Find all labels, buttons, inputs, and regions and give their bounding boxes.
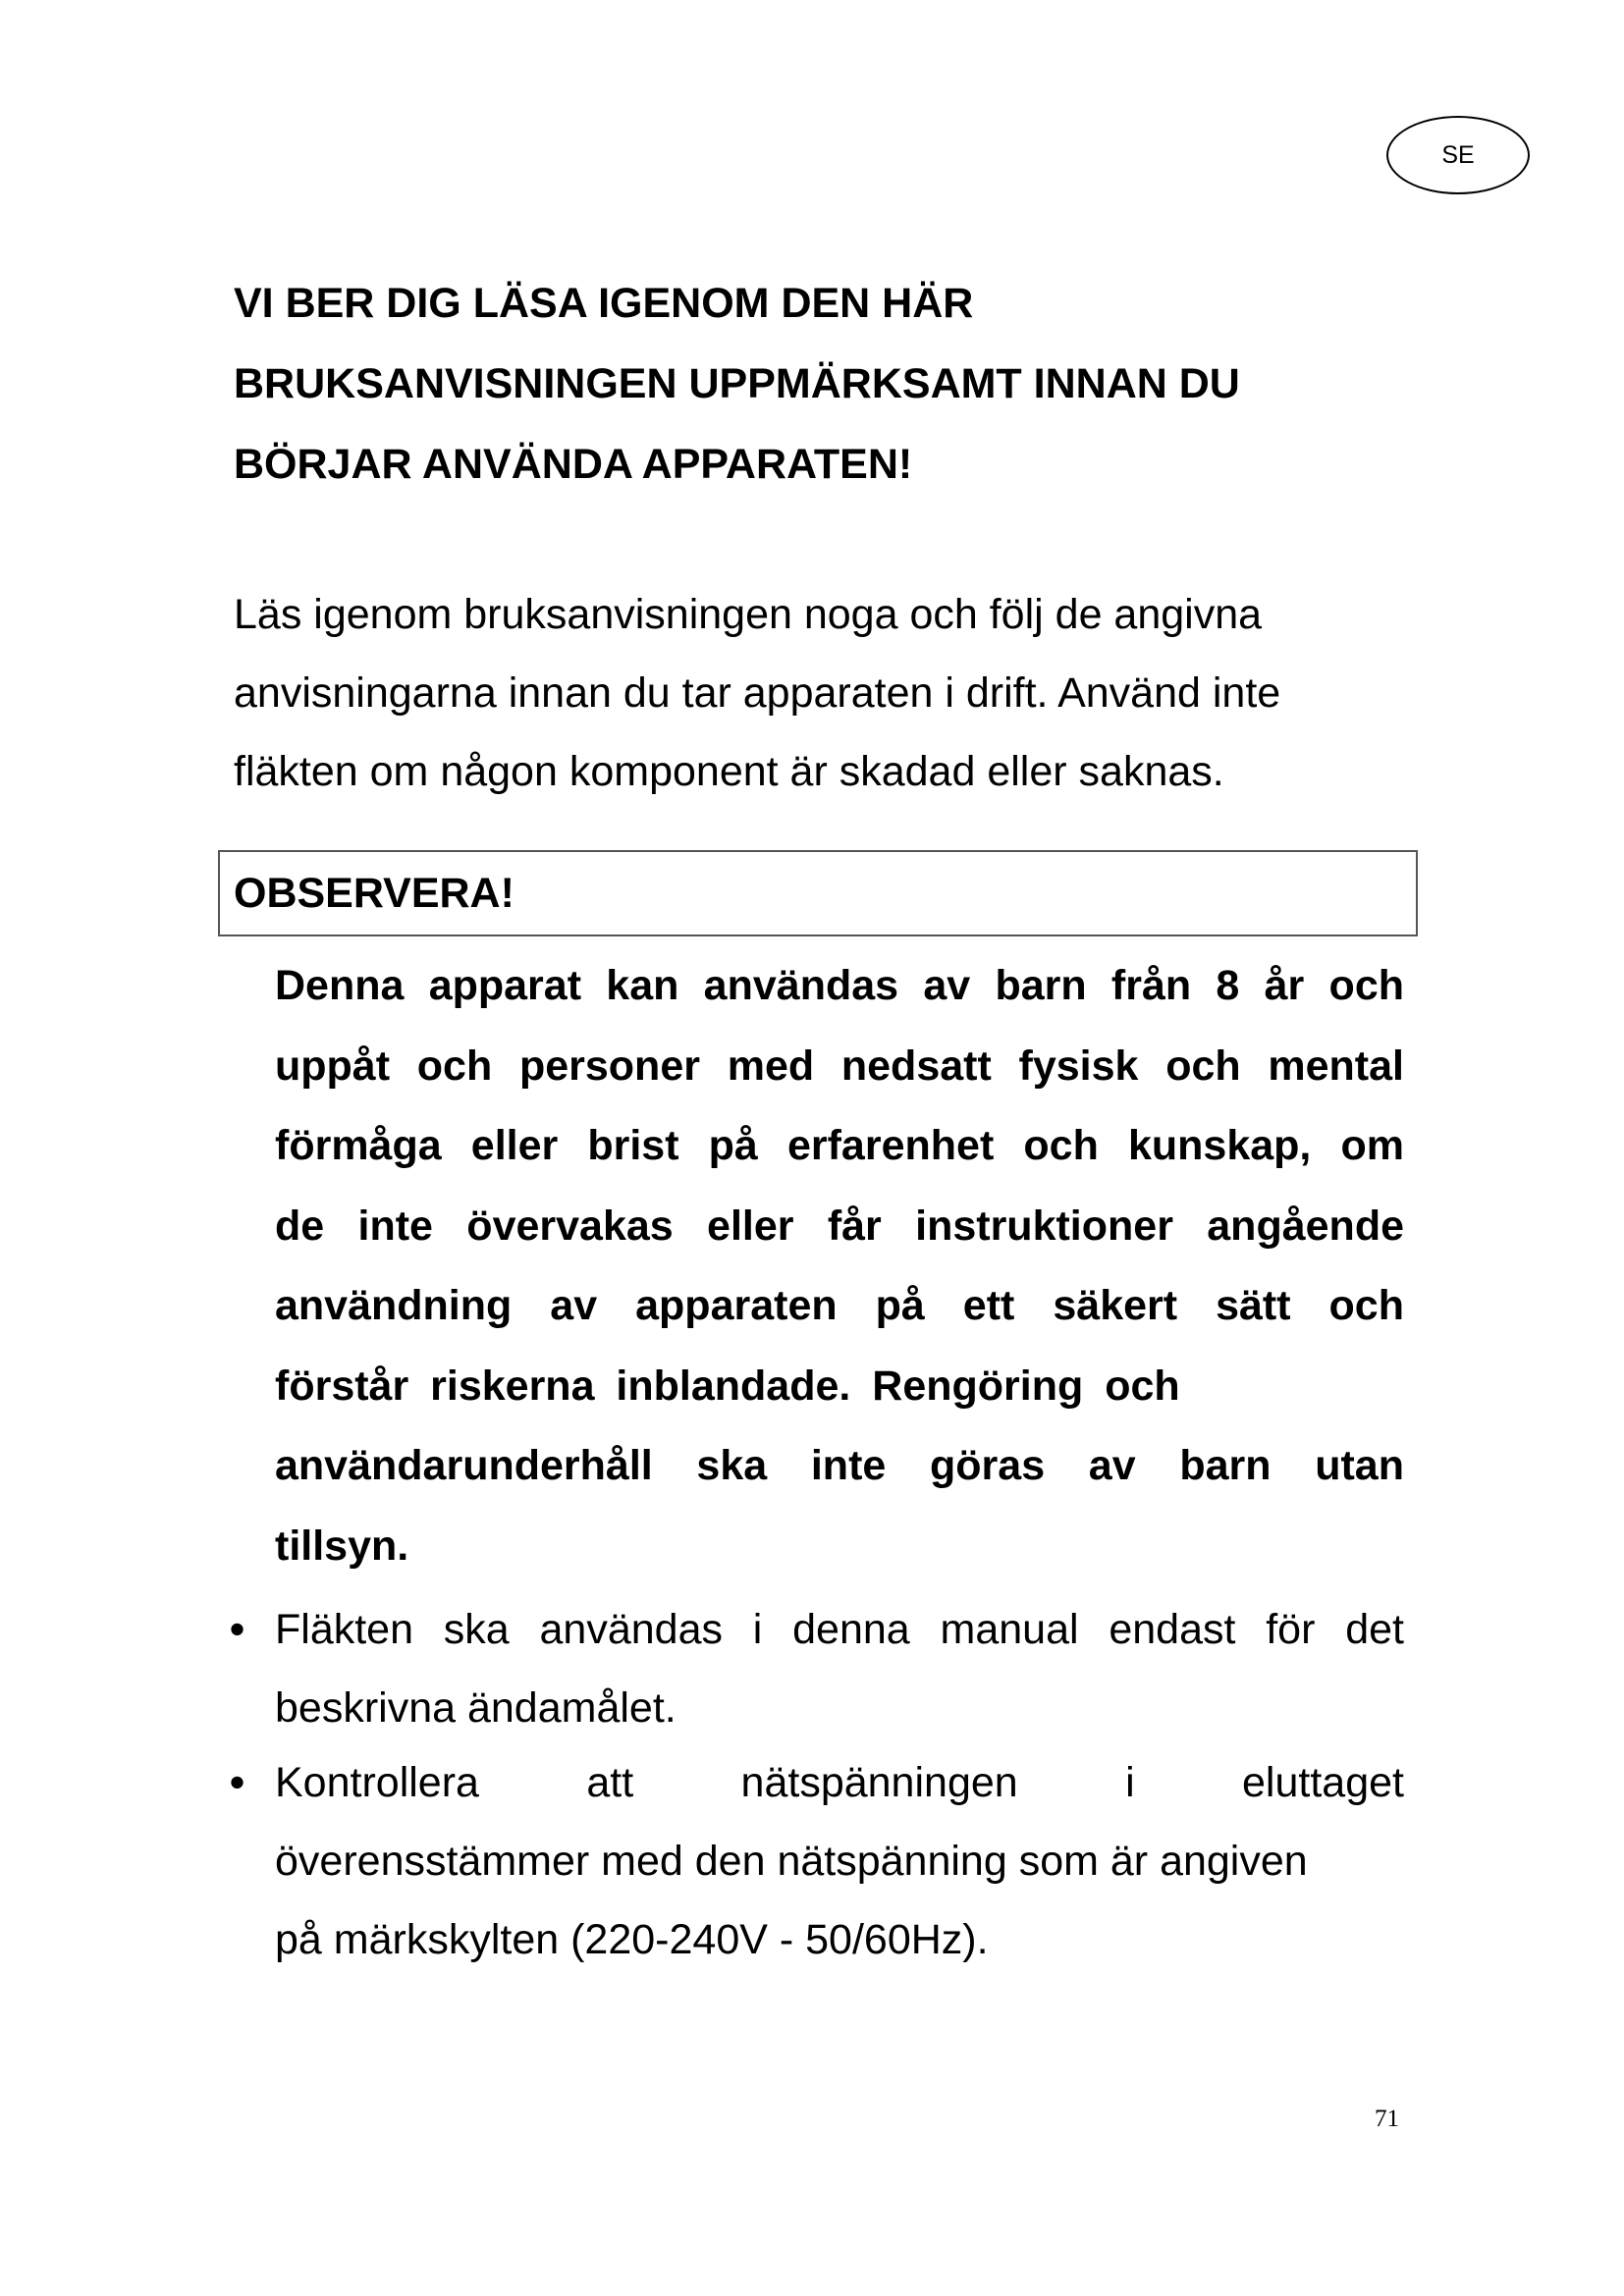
warning-line: förstår riskerna inblandade. Rengöring och bbox=[275, 1362, 1180, 1410]
warning-line: användning av apparaten på ett säkert sätt och bbox=[275, 1282, 1404, 1329]
page-heading bbox=[234, 263, 1412, 505]
bullet-line: överensstämmer med den nätspänning som är angiven bbox=[275, 1838, 1308, 1885]
heading-line: BÖRJAR ANVÄNDA APPARATEN! bbox=[234, 441, 913, 488]
warning-line: uppåt och personer med nedsatt fysisk och mental bbox=[275, 1041, 1404, 1090]
warning-paragraph bbox=[275, 946, 1404, 1586]
warning-line: förmåga eller brist på erfarenhet och kunskap, om bbox=[275, 1122, 1404, 1169]
warning-line: tillsyn. bbox=[275, 1522, 409, 1570]
bullet-list bbox=[226, 1590, 1404, 1979]
list-item bbox=[226, 1590, 1404, 1747]
bullet-line: beskrivna ändamålet. bbox=[275, 1684, 677, 1732]
bullet-line: på märkskylten (220-240V - 50/60Hz). bbox=[275, 1916, 989, 1963]
intro-line: anvisningarna innan du tar apparaten i drift. Använd inte bbox=[234, 669, 1281, 717]
warning-line: användarunderhåll ska inte göras av barn utan bbox=[275, 1442, 1404, 1489]
bullet-marker: • bbox=[230, 1759, 245, 1806]
intro-line: Läs igenom bruksanvisningen noga och följ de angivna bbox=[234, 591, 1263, 638]
bullet-line: Fläkten ska användas i denna manual endast för det bbox=[275, 1606, 1404, 1653]
intro-paragraph bbox=[234, 575, 1441, 811]
list-item bbox=[226, 1743, 1404, 1979]
intro-line: fläkten om någon komponent är skadad eller saknas. bbox=[234, 748, 1224, 795]
page-number: 71 bbox=[1375, 2106, 1399, 2132]
warning-line: Denna apparat kan användas av barn från 8 år och bbox=[275, 962, 1404, 1009]
bullet-marker: • bbox=[230, 1606, 245, 1653]
heading-line: BRUKSANVISNINGEN UPPMÄRKSAMT INNAN DU bbox=[234, 360, 1240, 407]
heading-line: VI BER DIG LÄSA IGENOM DEN HÄR bbox=[234, 280, 974, 327]
language-badge: SE bbox=[1386, 116, 1530, 194]
notice-title: OBSERVERA! bbox=[234, 869, 514, 917]
bullet-line: Kontrollera att nätspänningen i eluttaget bbox=[275, 1759, 1404, 1806]
warning-line: de inte övervakas eller får instruktioner angående bbox=[275, 1201, 1404, 1250]
notice-box bbox=[218, 850, 1418, 936]
